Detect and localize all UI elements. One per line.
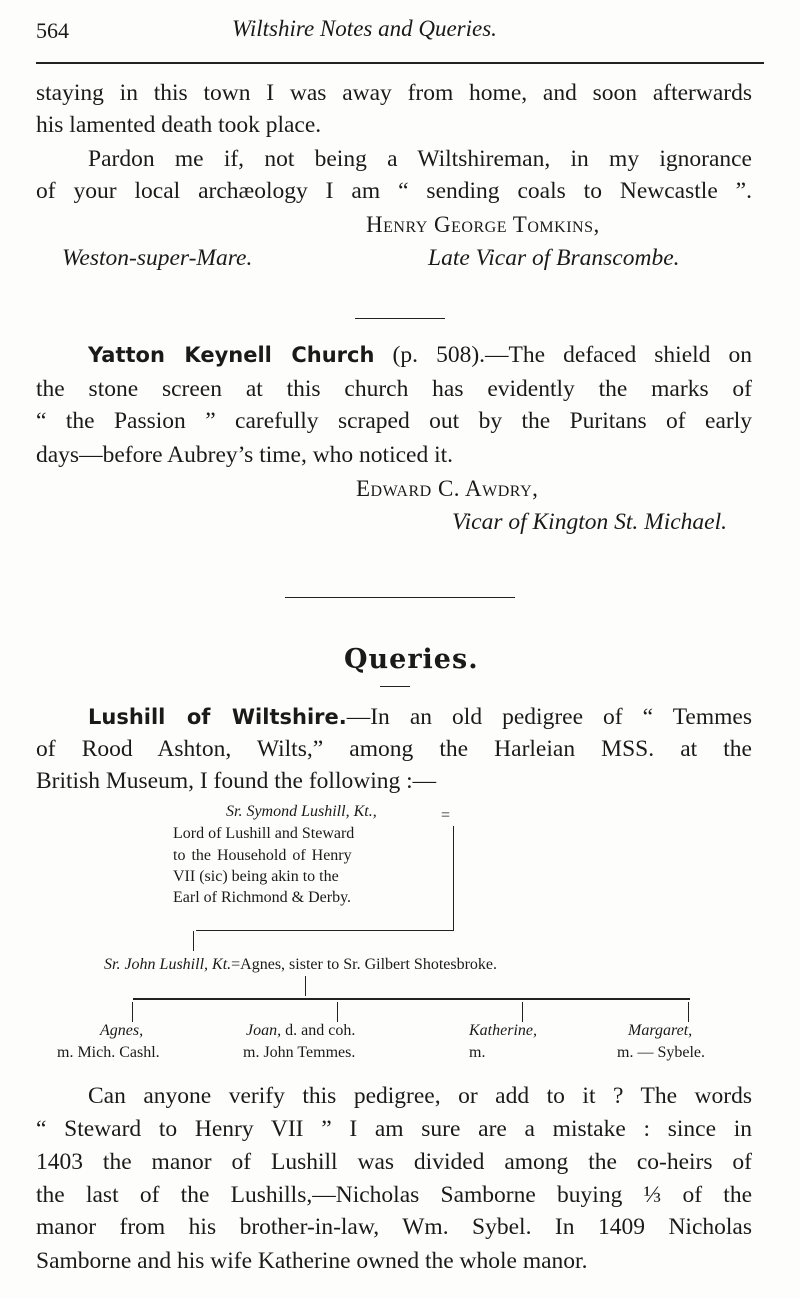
pedigree-son — [104, 955, 497, 975]
pedigree-line — [688, 1002, 689, 1022]
pedigree-desc-line: VII (sic) being akin to the — [173, 868, 339, 885]
pedigree-line — [193, 931, 194, 951]
pedigree-desc-line: Earl of Richmond & Derby. — [173, 889, 352, 906]
text-line: of Rood Ashton, Wilts,” among the Harleian MSS. at the — [36, 736, 752, 762]
text-line: staying in this town I was away from home, and soon afterwards — [36, 80, 752, 106]
pedigree-child — [246, 1021, 355, 1041]
pedigree-line — [133, 998, 690, 1000]
text-line: “ the Passion ” carefully scraped out by the Puritans of early — [36, 408, 752, 434]
child-name: Katherine, — [469, 1022, 537, 1039]
signature-title: Late Vicar of Branscombe. — [428, 245, 680, 271]
text-line: manor from his brother-in-law, Wm. Sybel. In 1409 Nicholas — [36, 1214, 752, 1240]
marriage-sign: = — [441, 807, 451, 824]
child-married: m. Mich. Cashl. — [57, 1044, 160, 1061]
note-heading: Yatton Keynell Church — [88, 343, 375, 367]
pedigree-child — [469, 1021, 537, 1041]
text-line: the stone screen at this church has evidently the marks of — [36, 376, 752, 402]
signature-title: Vicar of Kington St. Michael. — [452, 509, 728, 535]
note-first-line — [88, 340, 752, 370]
pedigree-line — [522, 1002, 523, 1022]
pedigree-child — [628, 1021, 692, 1041]
child-name: Margaret, — [628, 1022, 693, 1039]
child-married: m. — Sybele. — [617, 1044, 705, 1061]
section-divider — [285, 597, 515, 598]
divider — [380, 686, 410, 687]
running-title: Wiltshire Notes and Queries. — [232, 16, 497, 41]
pedigree-son-name: Sr. John Lushill, Kt. — [104, 956, 232, 973]
pedigree-desc-line: to the Household of Henry — [173, 847, 352, 864]
text-line: Can anyone verify this pedigree, or add to it ? The words — [88, 1083, 752, 1109]
text-line: Samborne and his wife Katherine owned the whole manor. — [36, 1248, 588, 1274]
note-text: (p. 508).—The defaced shield on — [392, 342, 753, 368]
text-line: days—before Aubrey’s time, who noticed it. — [36, 442, 454, 468]
child-name: Joan, — [246, 1022, 282, 1039]
signature-name: Edward C. Awdry, — [356, 476, 539, 501]
pedigree-desc-line: Lord of Lushill and Steward — [173, 825, 355, 842]
header-rule — [36, 62, 764, 64]
pedigree-line — [453, 826, 454, 930]
pedigree-line — [305, 976, 306, 996]
pedigree-line — [132, 1002, 133, 1022]
pedigree-son-spouse: =Agnes, sister to Sr. Gilbert Shotesbroke. — [231, 956, 498, 973]
pedigree-child — [100, 1021, 143, 1041]
page-number: 564 — [36, 18, 69, 43]
pedigree-line — [196, 930, 454, 931]
query-heading: Lushill of Wiltshire. — [88, 705, 347, 729]
text-line: 1403 the manor of Lushill was divided among the co-heirs of — [36, 1149, 752, 1175]
signature-place: Weston-super-Mare. — [62, 245, 253, 271]
text-line: Pardon me if, not being a Wiltshireman, in my ignorance — [88, 146, 752, 172]
child-name: Agnes, — [100, 1022, 144, 1039]
text-line: his lamented death took place. — [36, 112, 322, 138]
text-line: the last of the Lushills,—Nicholas Samborne buying ⅓ of the — [36, 1182, 752, 1208]
signature-name: Henry George Tomkins, — [366, 212, 600, 237]
child-married: m. John Temmes. — [243, 1044, 356, 1061]
pedigree-line — [337, 1002, 338, 1022]
query-text: —In an old pedigree of “ Temmes — [346, 704, 752, 730]
text-line: of your local archæology I am “ sending coals to Newcastle ”. — [36, 178, 752, 204]
query-first-line — [88, 702, 752, 732]
pedigree-root-name: Sr. Symond Lushill, Kt., — [226, 803, 377, 820]
divider — [355, 318, 445, 319]
text-line: British Museum, I found the following :— — [36, 768, 437, 794]
child-note: d. and coh. — [281, 1022, 356, 1039]
child-married: m. — [469, 1044, 486, 1061]
section-heading: Queries. — [344, 644, 479, 675]
text-line: “ Steward to Henry VII ” I am sure are a mistake : since in — [36, 1116, 752, 1142]
